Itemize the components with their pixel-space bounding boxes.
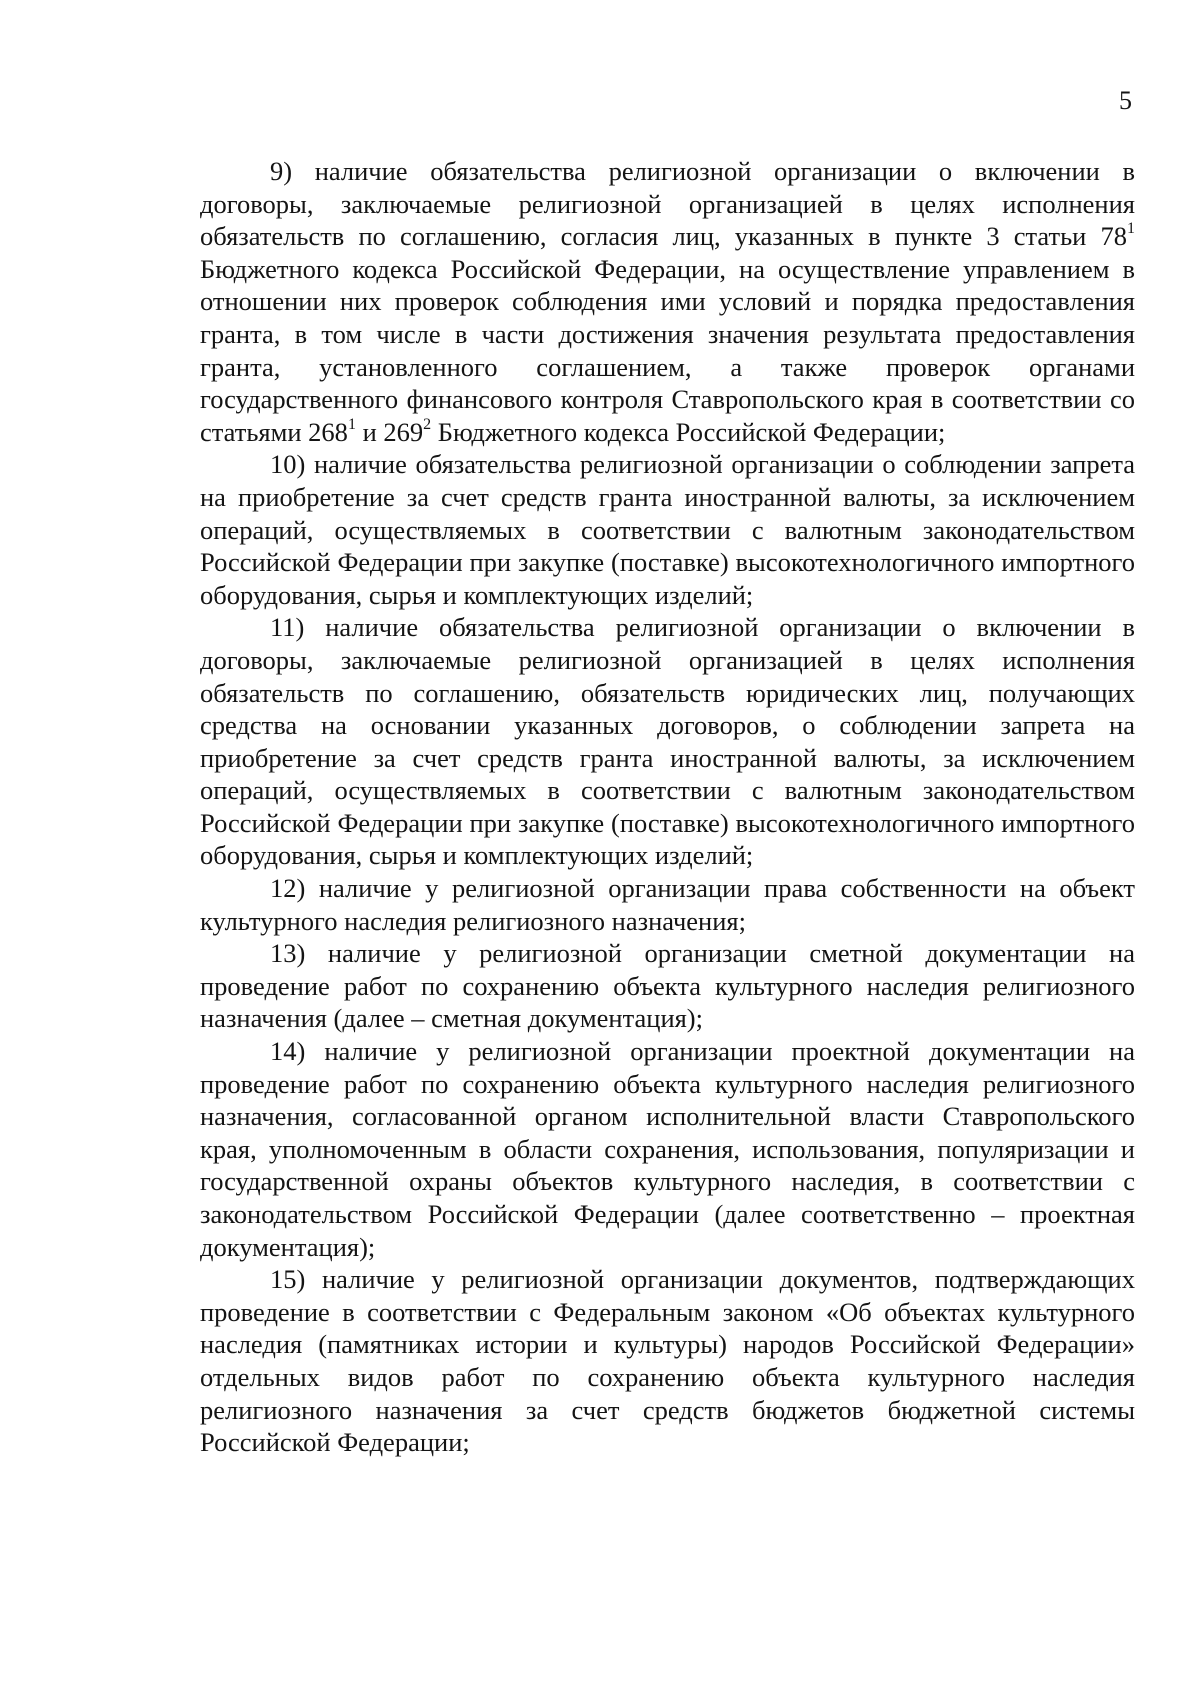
list-item-11: 11) наличие обязательства религиозной организации о включении в договоры, заключаемые религиозной организацией в целях исполнения обязательств по соглашению, обязательств юридических лиц, получающих средства на основании указанных договоров, о соблюдении запрета на приобретение за счет средств гранта иностранной валюты, за исключением операций, осуществляемых в соответствии с валютным законодательством Российской Федерации при закупке (поставке) высокотехнологичного импортного оборудования, сырья и комплектующих изделий; — [200, 612, 1135, 871]
superscript-article-78: 1 — [1127, 220, 1135, 238]
page-number: 5 — [1119, 86, 1132, 115]
item-9-text-d: Бюджетного кодекса Российской Федерации; — [431, 416, 946, 447]
list-item-12: 12) наличие у религиозной организации права собственности на объект культурного наследия религиозного назначения; — [200, 873, 1135, 936]
list-item-9 — [200, 155, 1135, 448]
list-item-13: 13) наличие у религиозной организации сметной документации на проведение работ по сохранению объекта культурного наследия религиозного назначения (далее – сметная документация); — [200, 938, 1135, 1034]
superscript-article-269: 2 — [423, 415, 432, 433]
list-item-14: 14) наличие у религиозной организации проектной документации на проведение работ по сохранению объекта культурного наследия религиозного назначения, согласованной органом исполнительной власти Ставропольского края, уполномоченным в области сохранения, использования, популяризации и государственной охраны объектов культурного наследия, в соответствии с законодательством Российской Федерации (далее соответственно – проектная документация); — [200, 1036, 1135, 1262]
superscript-article-268: 1 — [347, 415, 356, 433]
item-9-text-b: Бюджетного кодекса Российской Федерации, на осуществление управлением в отношении них проверок соблюдения ими условий и порядка предоставления гранта, в том числе в части достижения значения результата предоставления гранта, установленного соглашением, а также проверок органами государственного финансового контроля Ставропольского края в соответствии со статьями 268 — [200, 253, 1135, 447]
item-9-text-a: 9) наличие обязательства религиозной организации о включении в договоры, заключаемые религиозной организацией в целях исполнения обязательств по соглашению, согласия лиц, указанных в пункте 3 статьи 78 — [200, 156, 1135, 252]
item-9-text-c: и 269 — [355, 416, 424, 447]
list-item-10: 10) наличие обязательства религиозной организации о соблюдении запрета на приобретение за счет средств гранта иностранной валюты, за исключением операций, осуществляемых в соответствии с валютным законодательством Российской Федерации при закупке (поставке) высокотехнологичного импортного оборудования, сырья и комплектующих изделий; — [200, 449, 1135, 610]
list-item-15: 15) наличие у религиозной организации документов, подтверждающих проведение в соответствии с Федеральным законом «Об объектах культурного наследия (памятниках истории и культуры) народов Российской Федерации» отдельных видов работ по сохранению объекта культурного наследия религиозного назначения за счет средств бюджетов бюджетной системы Российской Федерации; — [200, 1264, 1135, 1458]
document-body — [200, 155, 1135, 1459]
